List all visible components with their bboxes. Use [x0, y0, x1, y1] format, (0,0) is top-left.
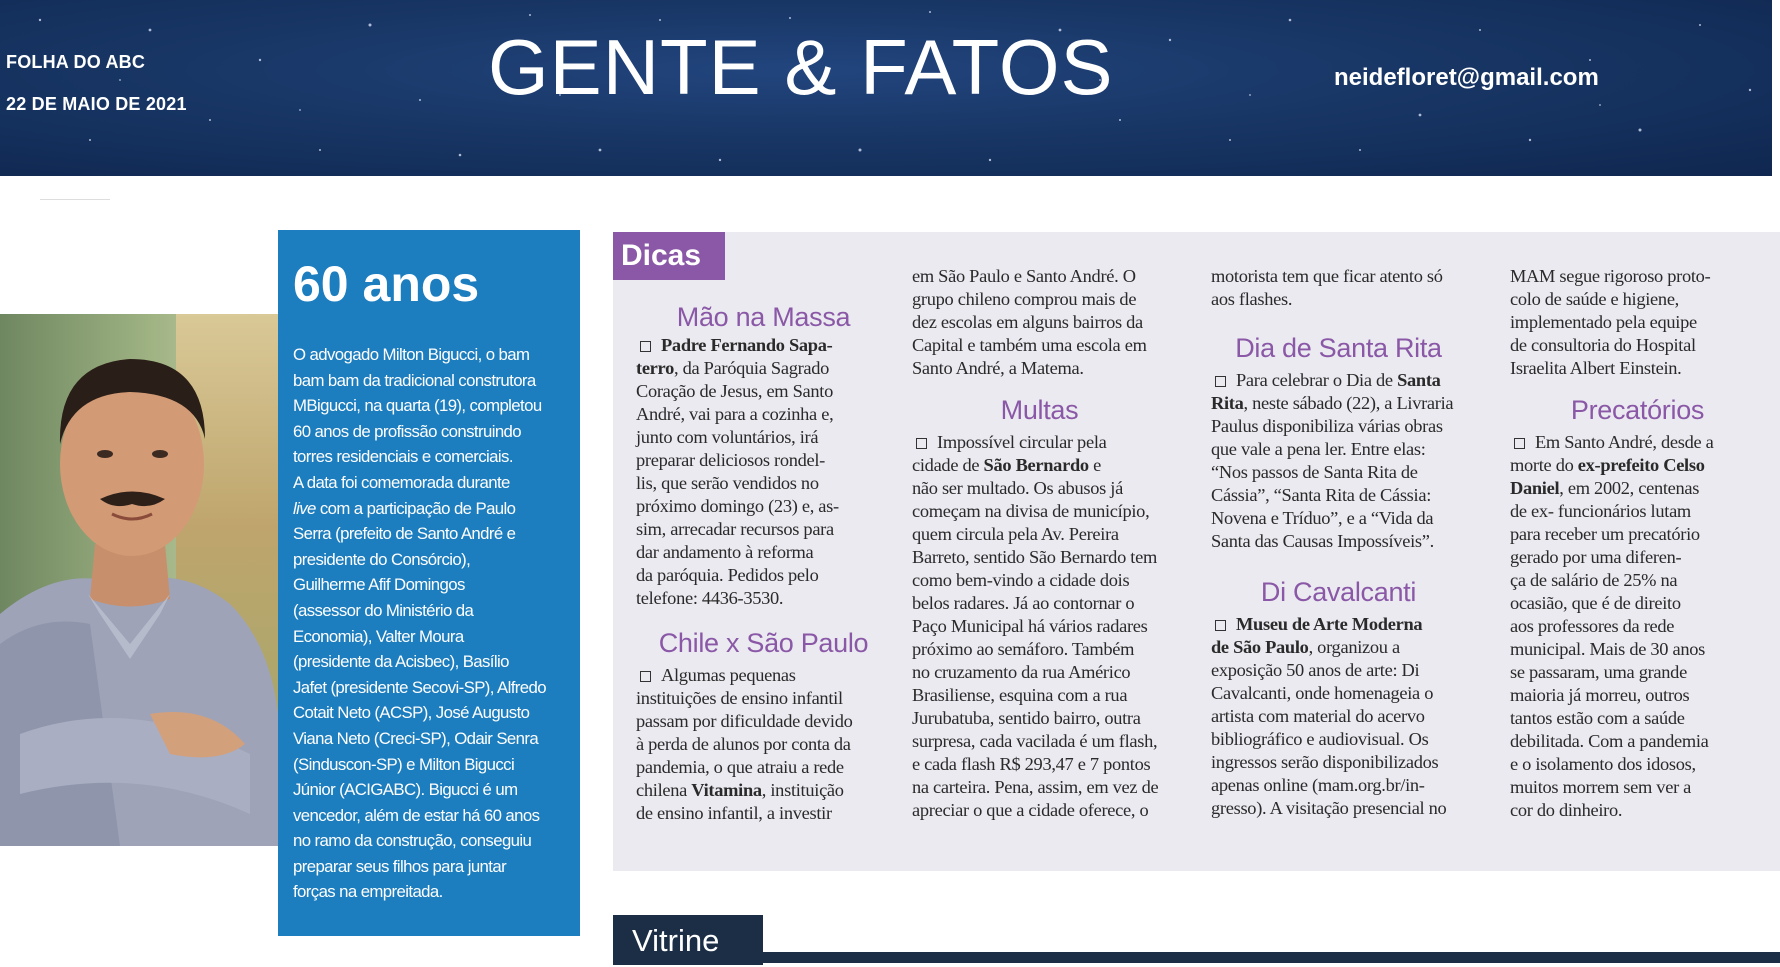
dicas-column-2	[912, 265, 1167, 822]
bio-line-rest: com a participação de Paulo	[315, 498, 516, 518]
paragraph-line: que vale a pena ler. Entre elas:	[1211, 439, 1426, 459]
bio-line	[293, 496, 573, 522]
bold-name: Santa	[1397, 370, 1441, 390]
paragraph-line: apreciar o que a cidade oferece, o	[912, 800, 1149, 820]
paragraph-line: Capital e também uma escola em	[912, 335, 1147, 355]
checkbox-bullet-icon	[916, 438, 927, 449]
paragraph-line	[1510, 477, 1765, 500]
bio-line: Economia), Valter Moura	[293, 626, 464, 646]
paragraph-line: Brasiliense, esquina com a rua	[912, 685, 1128, 705]
paragraph-line: grupo chileno comprou mais de	[912, 289, 1137, 309]
paragraph-line: artista com material do acervo	[1211, 706, 1425, 726]
paragraph-line: Barreto, sentido São Bernardo tem	[912, 547, 1157, 567]
text: Para celebrar o Dia de	[1236, 370, 1398, 390]
bio-line: forças na empreitada.	[293, 882, 443, 902]
bold-name: Museu de Arte Moderna	[1236, 614, 1423, 634]
bio-line: Jafet (presidente Secovi-SP), Alfredo	[293, 677, 546, 697]
bio-line: (presidente da Acisbec), Basílio	[293, 652, 509, 672]
paragraph-line	[636, 779, 891, 802]
paragraph-line: e o isolamento dos idosos,	[1510, 754, 1696, 774]
portrait-figure	[0, 314, 278, 846]
bio-line: Júnior (ACIGABC). Bigucci é um	[293, 780, 518, 800]
bio-title: 60 anos	[293, 256, 480, 312]
bold-name: terro	[636, 358, 674, 378]
paragraph-line: de consultoria do Hospital	[1510, 335, 1696, 355]
bold-name: Vitamina	[691, 780, 762, 800]
paragraph-line: surpresa, cada vacilada é um flash,	[912, 731, 1158, 751]
paragraph-line: Santo André, a Matema.	[912, 358, 1084, 378]
paragraph-line	[912, 454, 1167, 477]
bio-line: Cotait Neto (ACSP), José Augusto	[293, 703, 530, 723]
paragraph-line: Jurubatuba, sentido bairro, outra	[912, 708, 1141, 728]
section-heading: Dia de Santa Rita	[1235, 333, 1442, 363]
bio-line: no ramo da construção, conseguiu	[293, 831, 532, 851]
paragraph-line: não ser multado. Os abusos já	[912, 478, 1123, 498]
paragraph-line: Paço Municipal há vários radares	[912, 616, 1148, 636]
paragraph-line: cor do dinheiro.	[1510, 800, 1623, 820]
paragraph-line: Israelita Albert Einstein.	[1510, 358, 1682, 378]
text: , em 2002, centenas	[1559, 478, 1700, 498]
paragraph-line: de ex- funcionários lutam	[1510, 501, 1691, 521]
bio-line: A data foi comemorada durante	[293, 472, 510, 492]
masthead-banner	[0, 0, 1772, 176]
paragraph-line: colo de saúde e higiene,	[1510, 289, 1679, 309]
paragraph-line: apenas online (mam.org.br/in-	[1211, 775, 1425, 795]
paragraph-line: instituições de ensino infantil	[636, 688, 843, 708]
bio-box	[278, 230, 580, 936]
paragraph-line	[1510, 431, 1765, 454]
bio-line: 60 anos de profissão construindo	[293, 421, 522, 441]
publication-name: FOLHA DO ABC	[6, 52, 146, 72]
paragraph-line: Santa das Causas Impossíveis”.	[1211, 531, 1434, 551]
text: e	[1088, 455, 1101, 475]
paragraph-line: para receber um precatório	[1510, 524, 1700, 544]
section-heading: Di Cavalcanti	[1260, 577, 1417, 607]
paragraph-line: “Nos passos de Santa Rita de	[1211, 462, 1418, 482]
paragraph-line: ingressos serão disponibilizados	[1211, 752, 1439, 772]
bio-live-word: live	[293, 498, 316, 518]
paragraph-line: ça de salário de 25% na	[1510, 570, 1678, 590]
paragraph-line: municipal. Mais de 30 anos	[1510, 639, 1705, 659]
paragraph-line: passam por dificuldade devido	[636, 711, 853, 731]
bio-line: (Sinduscon-SP) e Milton Bigucci	[293, 754, 515, 774]
checkbox-bullet-icon	[1215, 376, 1226, 387]
checkbox-bullet-icon	[1514, 438, 1525, 449]
text: chilena	[636, 780, 692, 800]
paragraph-line: pandemia, o que atraiu a rede	[636, 757, 844, 777]
paragraph-line: preparar deliciosos rondel-	[636, 450, 826, 470]
paragraph-line: no cruzamento da rua Américo	[912, 662, 1131, 682]
text: , organizou a	[1308, 637, 1400, 657]
paragraph-line: ocasião, que é de direito	[1510, 593, 1681, 613]
bio-line: MBigucci, na quarta (19), completou	[293, 396, 542, 416]
bio-line: torres residenciais e comerciais.	[293, 447, 513, 467]
bio-line: Guilherme Afif Domingos	[293, 575, 465, 595]
section-heading: Chile x São Paulo	[658, 628, 869, 658]
paragraph-line: lis, que serão vendidos no	[636, 473, 819, 493]
bio-line: Viana Neto (Creci-SP), Odair Senra	[293, 728, 539, 748]
paragraph-line: Cássia”, “Santa Rita de Cássia:	[1211, 485, 1432, 505]
dicas-column-1	[636, 300, 891, 825]
paragraph-line: junto com voluntários, irá	[636, 427, 819, 447]
paragraph-line: gresso). A visitação presencial no	[1211, 798, 1447, 818]
paragraph-line	[636, 357, 891, 380]
bio-line: (assessor do Ministério da	[293, 600, 474, 620]
paragraph-line: debilitada. Com a pandemia	[1510, 731, 1709, 751]
paragraph-line: sim, arrecadar recursos para	[636, 519, 834, 539]
section-heading: Multas	[1000, 395, 1079, 425]
dicas-column-3	[1211, 265, 1466, 820]
paragraph-line: bibliográfico e audiovisual. Os	[1211, 729, 1429, 749]
bio-text	[293, 342, 573, 905]
paragraph-line	[1211, 369, 1466, 392]
paragraph-line: da paróquia. Pedidos pelo	[636, 565, 819, 585]
paragraph-line: como bem-vindo a cidade dois	[912, 570, 1130, 590]
bio-line: Serra (prefeito de Santo André e	[293, 524, 516, 544]
bold-name: São Bernardo	[983, 455, 1089, 475]
text: Algumas pequenas	[661, 665, 796, 685]
paragraph-line: quem circula pela Av. Pereira	[912, 524, 1119, 544]
author-email: neidefloret@gmail.com	[1334, 64, 1599, 91]
paragraph-line: MAM segue rigoroso proto-	[1510, 266, 1711, 286]
paragraph-line: próximo domingo (23) e, as-	[636, 496, 839, 516]
paragraph-line: telefone: 4436-3530.	[636, 588, 784, 608]
paragraph-line: à perda de alunos por conta da	[636, 734, 851, 754]
paragraph-line	[1211, 392, 1466, 415]
publication-date: 22 DE MAIO DE 2021	[6, 94, 187, 114]
text: Impossível circular pela	[937, 432, 1107, 452]
text: Em Santo André, desde a	[1535, 432, 1714, 452]
paragraph-line: muitos morrem sem ver a	[1510, 777, 1692, 797]
bio-line: O advogado Milton Bigucci, o bam	[293, 345, 530, 364]
paragraph-line: tantos estão com a saúde	[1510, 708, 1685, 728]
checkbox-bullet-icon	[640, 341, 651, 352]
paragraph-line: aos professores da rede	[1510, 616, 1675, 636]
dicas-label: Dicas	[613, 232, 725, 280]
paragraph-line: implementado pela equipe	[1510, 312, 1697, 332]
paragraph-line: André, vai para a cozinha e,	[636, 404, 834, 424]
checkbox-bullet-icon	[640, 671, 651, 682]
paragraph-line: e cada flash R$ 293,47 e 7 pontos	[912, 754, 1151, 774]
paragraph-line	[636, 664, 891, 687]
section-heading: Mão na Massa	[676, 302, 851, 332]
bio-line: preparar seus filhos para juntar	[293, 856, 507, 876]
paragraph-line: Novena e Tríduo”, e a “Vida da	[1211, 508, 1434, 528]
paragraph-line: maioria já morreu, outros	[1510, 685, 1690, 705]
bold-name: Padre Fernando Sapa-	[661, 335, 833, 355]
paragraph-line: motorista tem que ficar atento só	[1211, 266, 1443, 286]
paragraph-line: gerado por uma diferen-	[1510, 547, 1682, 567]
text: morte do	[1510, 455, 1578, 475]
bio-line: bam bam da tradicional construtora	[293, 370, 536, 390]
paragraph-line	[1211, 636, 1466, 659]
bio-line: vencedor, além de estar há 60 anos	[293, 805, 540, 825]
vitrine-label: Vitrine	[613, 915, 763, 965]
text: , da Paróquia Sagrado	[673, 358, 830, 378]
paragraph-line	[1510, 454, 1765, 477]
paragraph-line: Coração de Jesus, em Santo	[636, 381, 834, 401]
divider	[40, 199, 110, 200]
paragraph-line: começam na divisa de município,	[912, 501, 1150, 521]
bold-name: Rita	[1211, 393, 1244, 413]
section-heading: Precatórios	[1570, 395, 1705, 425]
paragraph-line: dez escolas em alguns bairros da	[912, 312, 1143, 332]
bold-name: ex-prefeito Celso	[1577, 455, 1705, 475]
paragraph-line: aos flashes.	[1211, 289, 1293, 309]
bio-line: presidente do Consórcio),	[293, 549, 471, 569]
column-title: GENTE & FATOS	[488, 23, 1114, 111]
paragraph-line: belos radares. Já ao contornar o	[912, 593, 1135, 613]
paragraph-line: dar andamento à reforma	[636, 542, 814, 562]
paragraph-line: em São Paulo e Santo André. O	[912, 266, 1136, 286]
paragraph-line	[636, 334, 891, 357]
text: , neste sábado (22), a Livraria	[1243, 393, 1454, 413]
paragraph-line: Cavalcanti, onde homenageia o	[1211, 683, 1434, 703]
paragraph-line: Paulus disponibiliza várias obras	[1211, 416, 1443, 436]
paragraph-line: exposição 50 anos de arte: Di	[1211, 660, 1420, 680]
paragraph-line	[1211, 613, 1466, 636]
paragraph-line: se passaram, uma grande	[1510, 662, 1687, 682]
vitrine-rule	[613, 952, 1780, 963]
paragraph-line: próximo ao semáforo. Também	[912, 639, 1135, 659]
checkbox-bullet-icon	[1215, 620, 1226, 631]
text: , instituição	[761, 780, 844, 800]
dicas-column-4	[1510, 265, 1765, 822]
text: cidade de	[912, 455, 984, 475]
portrait-photo	[0, 314, 278, 846]
paragraph-line: na carteira. Pena, assim, em vez de	[912, 777, 1159, 797]
paragraph-line: de ensino infantil, a investir	[636, 803, 832, 823]
bold-name: Daniel	[1510, 478, 1560, 498]
bold-name: de São Paulo	[1211, 637, 1309, 657]
paragraph-line	[912, 431, 1167, 454]
